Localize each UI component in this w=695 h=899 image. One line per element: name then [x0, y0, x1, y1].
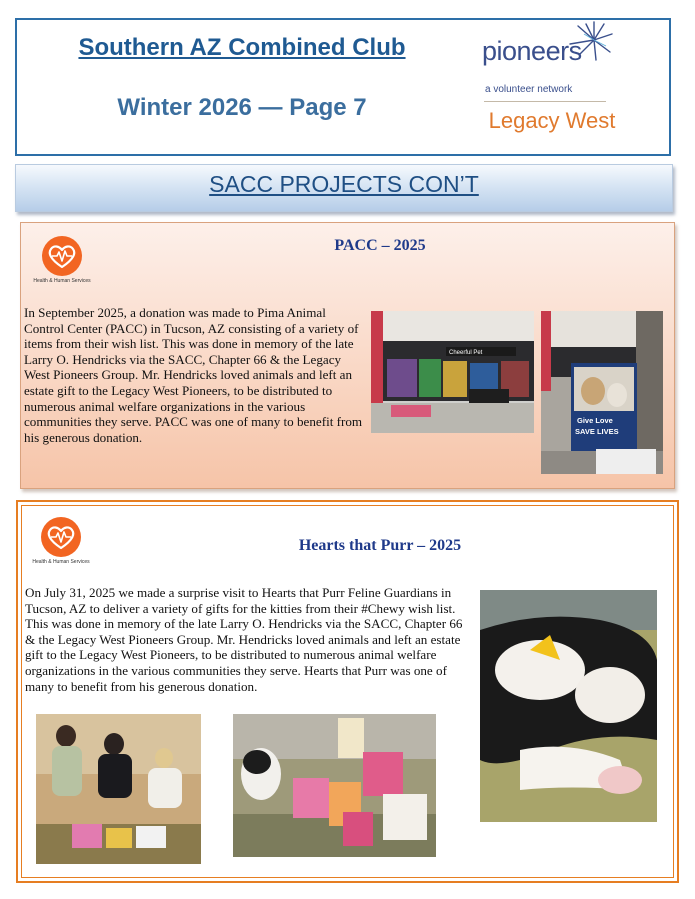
cat-closeup-photo: [480, 590, 657, 822]
badge-caption: Health & Human Services: [32, 559, 90, 565]
pioneers-logo-wordmark: pioneers: [482, 36, 582, 66]
section-title: SACC PROJECTS CON’T: [209, 171, 479, 197]
cat-gifts-photo: [233, 714, 436, 857]
pacc-store-photo: [371, 311, 534, 433]
pacc-title: PACC – 2025: [334, 237, 426, 254]
hearts-body: On July 31, 2025 we made a surprise visit to Hearts that Purr Feline Guardians in Tucson, AZ to deliver a variety of gifts for the kitties from their #Chewy wish list. This was done in memory of the late Larry O. Hendricks via the SACC, Chapter 66 & the Legacy West Pioneers Group. Mr. Hendricks loved animals and left an estate gift to the Legacy West Pioneers, to be distributed to numerous animal welfare organizations in the various communities they serve. Hearts that Purr was one of many to benefit from his generous donation.: [25, 585, 463, 694]
club-title: Southern AZ Combined Club: [78, 34, 406, 61]
issue-title: Winter 2026 — Page 7: [117, 94, 367, 121]
poster-line-2: SAVE LIVES: [575, 427, 619, 436]
volunteers-group-photo: [36, 714, 201, 864]
badge-caption: Health & Human Services: [33, 278, 91, 284]
health-human-services-badge: [33, 236, 91, 292]
heart-pulse-icon: [42, 236, 82, 276]
heart-pulse-icon: [41, 517, 81, 557]
hearts-title: Hearts that Purr – 2025: [298, 537, 462, 554]
pacc-body: In September 2025, a donation was made to Pima Animal Control Center (PACC) in Tucson, AZ consisting of a variety of items from their wish list. This was done in memory of the late Larry O. Hendricks via the SACC, Chapter 66 & the Legacy West Pioneers Group. Mr. Hendricks loved animals and left an estate gift to the Legacy West Pioneers, to be distributed to numerous animal welfare organizations in the various communities they serve. PACC was one of many to benefit from his generous donation.: [24, 305, 363, 445]
logo-divider: [484, 101, 606, 102]
pacc-poster-photo: [541, 311, 663, 474]
health-human-services-badge: [32, 517, 90, 573]
pioneers-tagline: a volunteer network: [485, 84, 573, 95]
star-burst-icon: [566, 20, 616, 64]
legacy-west-wordmark: Legacy West: [488, 108, 616, 133]
store-sign-text: Cheerful Pet: [449, 350, 483, 356]
poster-line-1: Give Love: [577, 416, 613, 425]
